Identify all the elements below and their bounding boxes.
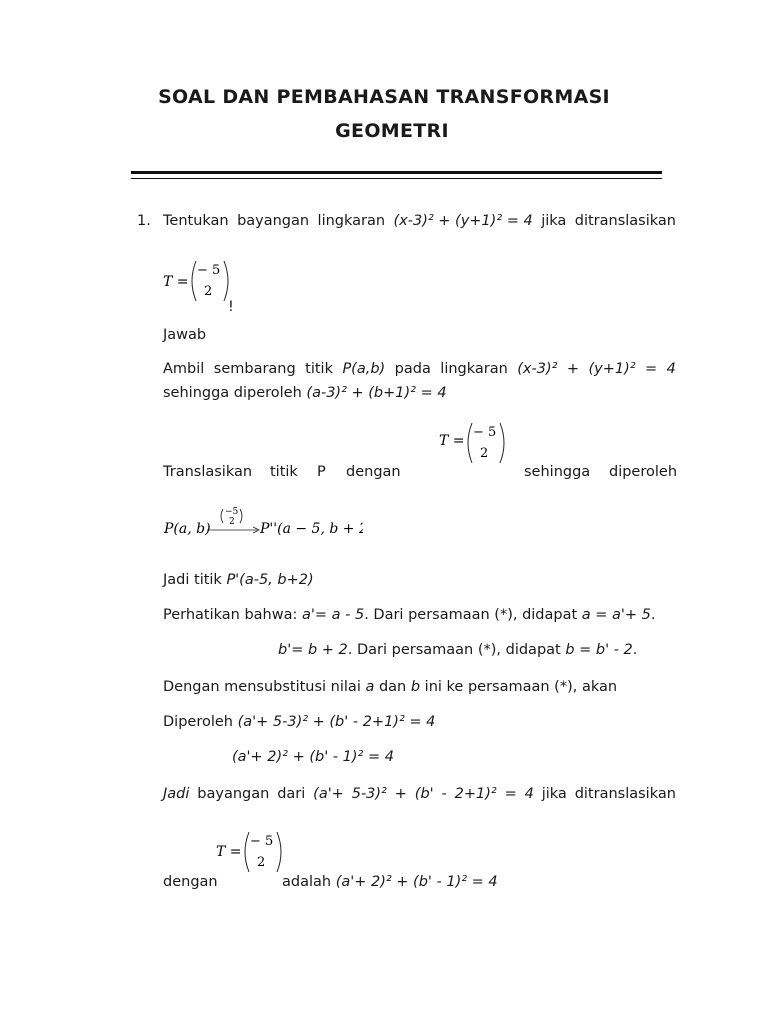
- step2-line: Translasikan titik P dengan sehingga diperoleh: [163, 464, 678, 480]
- step1-line1: Ambil sembarang titik P(a,b) pada lingkaran (x-3)² + (y+1)² = 4: [163, 361, 676, 377]
- step4-line: Perhatikan bahwa: a'= a - 5. Dari persamaan (*), didapat a = a'+ 5.: [163, 607, 656, 623]
- problem-statement: Tentukan bayangan lingkaran (x-3)² + (y+1)² = 4 jika ditranslasikan: [163, 213, 676, 229]
- matrix-top: − 5: [197, 263, 221, 278]
- svg-text:T =: T =: [439, 433, 465, 449]
- svg-text:2: 2: [257, 855, 266, 870]
- svg-text:− 5: − 5: [473, 425, 497, 440]
- answer-heading: Jawab: [163, 327, 207, 343]
- problem-number: 1.: [137, 213, 151, 229]
- matrix-lhs: T =: [163, 274, 189, 290]
- mapping-source: P(a, b): [164, 521, 211, 537]
- step3-line: Jadi titik P'(a-5, b+2): [163, 572, 314, 588]
- circle-equation: (x-3)² + (y+1)² = 4: [393, 213, 533, 229]
- step6-line: Dengan mensubstitusi nilai a dan b ini ke persamaan (*), akan: [163, 679, 618, 695]
- step7-line: Diperoleh (a'+ 5-3)² + (b' - 2+1)² = 4: [163, 714, 436, 730]
- step10-dengan: dengan: [163, 874, 218, 890]
- mapping-result: P''(a − 5, b + 2): [260, 521, 363, 537]
- svg-text:2: 2: [480, 446, 489, 461]
- title-rule-thin: [131, 178, 662, 179]
- translation-mapping: [163, 502, 363, 542]
- matrix-bottom: 2: [204, 284, 213, 299]
- step5-line: b'= b + 2. Dari persamaan (*), didapat b = b' - 2.: [278, 642, 638, 658]
- translation-matrix-final: [213, 829, 293, 877]
- svg-text:T =: T =: [216, 844, 242, 860]
- step1-line2: sehingga diperoleh (a-3)² + (b+1)² = 4: [163, 385, 447, 401]
- step10-result: adalah (a'+ 2)² + (b' - 1)² = 4: [282, 874, 498, 890]
- svg-text:2: 2: [229, 517, 235, 527]
- title-rule-thick: [131, 171, 662, 174]
- exclamation-mark: !: [228, 299, 234, 315]
- svg-text:−5: −5: [225, 507, 239, 517]
- document-title-line1: SOAL DAN PEMBAHASAN TRANSFORMASI: [158, 86, 610, 108]
- svg-text:− 5: − 5: [250, 834, 274, 849]
- document-title-line2: GEOMETRI: [335, 120, 449, 142]
- step8-line: (a'+ 2)² + (b' - 1)² = 4: [232, 749, 394, 765]
- step9-line: Jadi bayangan dari (a'+ 5-3)² + (b' - 2+1)² = 4 jika ditranslasikan: [163, 786, 676, 802]
